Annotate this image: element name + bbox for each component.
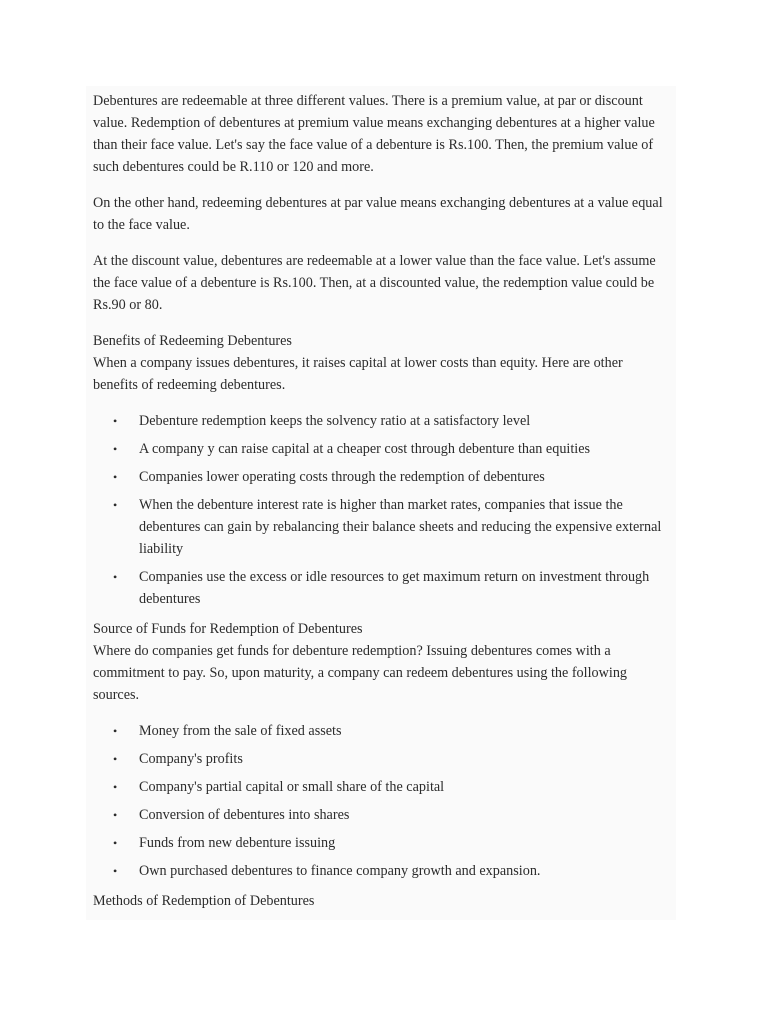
paragraph-par-value: On the other hand, redeeming debentures at par value means exchanging debentures at a value equal to the face value. xyxy=(93,195,663,233)
benefits-section xyxy=(93,330,670,396)
sources-heading: Source of Funds for Redemption of Debentures xyxy=(93,621,363,637)
bullet-icon: • xyxy=(113,442,118,456)
list-item: • A company y can raise capital at a cheaper cost through debenture than equities xyxy=(93,438,670,460)
list-item: • Money from the sale of fixed assets xyxy=(93,720,670,742)
list-item: • Company's profits xyxy=(93,748,670,770)
bullet-icon: • xyxy=(113,570,118,584)
methods-heading: Methods of Redemption of Debentures xyxy=(93,893,315,909)
bullet-icon: • xyxy=(113,864,118,878)
list-item: • Companies lower operating costs through the redemption of debentures xyxy=(93,466,670,488)
document-body xyxy=(86,86,676,920)
list-item: • Debenture redemption keeps the solvency ratio at a satisfactory level xyxy=(93,410,670,432)
list-item: • Funds from new debenture issuing xyxy=(93,832,670,854)
bullet-icon: • xyxy=(113,724,118,738)
benefits-heading: Benefits of Redeeming Debentures xyxy=(93,333,292,349)
list-item: • Own purchased debentures to finance company growth and expansion. xyxy=(93,860,670,882)
sources-list xyxy=(93,720,670,882)
bullet-icon: • xyxy=(113,836,118,850)
list-item: • When the debenture interest rate is higher than market rates, companies that issue the debentures can gain by rebalancing their balance sheets and reducing the expensive external liability xyxy=(93,494,670,560)
sources-section xyxy=(93,618,670,706)
paragraph-premium-value: Debentures are redeemable at three different values. There is a premium value, at par or discount value. Redemption of debentures at premium value means exchanging debentures at a higher value than their face value. Let's say the face value of a debenture is Rs.100. Then, the premium value of such debentures could be R.110 or 120 and more. xyxy=(93,93,655,175)
bullet-icon: • xyxy=(113,414,118,428)
bullet-icon: • xyxy=(113,470,118,484)
bullet-icon: • xyxy=(113,780,118,794)
bullet-icon: • xyxy=(113,808,118,822)
list-item: • Conversion of debentures into shares xyxy=(93,804,670,826)
benefits-list xyxy=(93,410,670,610)
paragraph-discount-value: At the discount value, debentures are redeemable at a lower value than the face value. Let's assume the face value of a debenture is Rs.100. Then, at a discounted value, the redemption value could be Rs.90 or 80. xyxy=(93,253,656,313)
benefits-intro: When a company issues debentures, it raises capital at lower costs than equity. Here are other benefits of redeeming debentures. xyxy=(93,355,623,393)
sources-intro: Where do companies get funds for debenture redemption? Issuing debentures comes with a commitment to pay. So, upon maturity, a company can redeem debentures using the following sources. xyxy=(93,643,628,703)
list-item: • Companies use the excess or idle resources to get maximum return on investment through debentures xyxy=(93,566,670,610)
bullet-icon: • xyxy=(113,498,118,512)
bullet-icon: • xyxy=(113,752,118,766)
list-item: • Company's partial capital or small share of the capital xyxy=(93,776,670,798)
